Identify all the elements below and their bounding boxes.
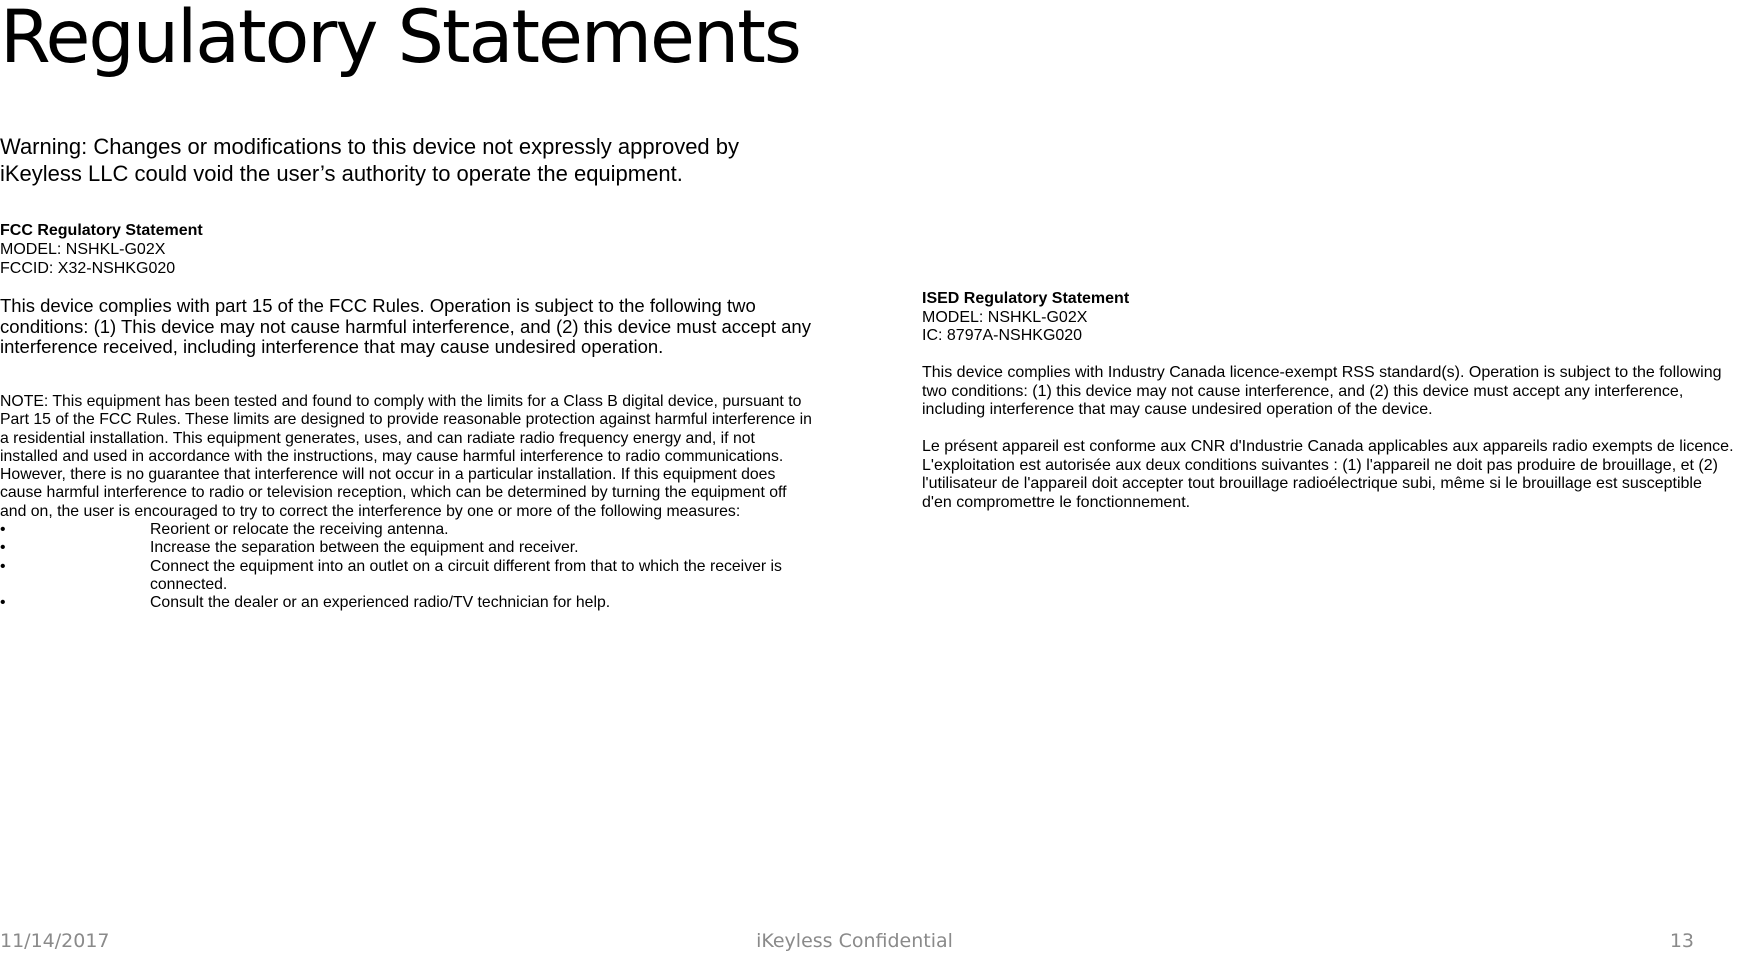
measure-text: Consult the dealer or an experienced radio/TV technician for help. <box>150 594 611 612</box>
list-item <box>0 539 815 557</box>
footer-confidential: iKeyless Confidential <box>756 930 953 952</box>
modification-warning: Warning: Changes or modifications to this device not expressly approved by iKeyless LLC could void the user’s authority to operate the equipment. <box>0 134 740 186</box>
ised-block <box>922 290 1736 512</box>
ised-model: MODEL: NSHKL-G02X <box>922 308 1088 326</box>
bullet-icon: • <box>0 557 6 575</box>
ised-english-text: This device complies with Industry Canada licence-exempt RSS standard(s). Operation is subject to the following two conditions: (1) this device may not cause interference, and (2) this device must accept any interference, including interference that may cause undesired operation of the device. <box>922 364 1722 418</box>
ised-ic: IC: 8797A-NSHKG020 <box>922 327 1083 344</box>
bullet-icon: • <box>0 539 6 557</box>
measures-list <box>0 521 815 612</box>
list-item <box>0 558 815 595</box>
bullet-icon: • <box>0 521 6 539</box>
list-item <box>0 594 815 612</box>
footer-date: 11/14/2017 <box>0 930 110 952</box>
measure-text: Reorient or relocate the receiving antenna. <box>150 521 449 539</box>
fcc-id: FCCID: X32-NSHKG020 <box>0 260 176 277</box>
list-item <box>0 521 815 539</box>
page-title: Regulatory Statements <box>0 0 800 80</box>
fcc-heading: FCC Regulatory Statement <box>0 222 203 239</box>
bullet-icon: • <box>0 594 6 612</box>
fcc-note-block <box>0 393 815 613</box>
fcc-compliance-text: This device complies with part 15 of the FCC Rules. Operation is subject to the following two conditions: (1) This device may not cause harmful interference, and (2) this device must accept any interference received, including interference that may cause undesired operation. <box>0 295 811 357</box>
ised-heading: ISED Regulatory Statement <box>922 290 1130 307</box>
ised-french-text: Le présent appareil est conforme aux CNR d'Industrie Canada applicables aux appareils radio exempts de licence. L'exploitation est autorisée aux deux conditions suivantes : (1) l'appareil ne doit pas produire de brouillage, et (2) l'utilisateur de l'appareil doit accepter tout brouillage radioélectrique subi, même si le brouillage est susceptible d'en compromettre le fonctionnement. <box>922 438 1734 511</box>
page-number: 13 <box>1669 930 1694 952</box>
measure-text: Increase the separation between the equipment and receiver. <box>150 539 579 557</box>
fcc-model: MODEL: NSHKL-G02X <box>0 241 166 258</box>
fcc-header-block <box>0 221 203 278</box>
fcc-note-text: NOTE: This equipment has been tested and found to comply with the limits for a Class B digital device, pursuant to Part 15 of the FCC Rules. These limits are designed to provide reasonable protection against harmful interference in a residential installation. This equipment generates, uses, and can radiate radio frequency energy and, if not installed and used in accordance with the instructions, may cause harmful interference to radio communications. However, there is no guarantee that interference will not occur in a particular installation. If this equipment does cause harmful interference to radio or television reception, which can be determined by turning the equipment off and on, the user is encouraged to try to correct the interference by one or more of the following measures: <box>0 393 812 520</box>
measure-text: Connect the equipment into an outlet on a circuit different from that to which the receiver is connected. <box>150 557 782 593</box>
